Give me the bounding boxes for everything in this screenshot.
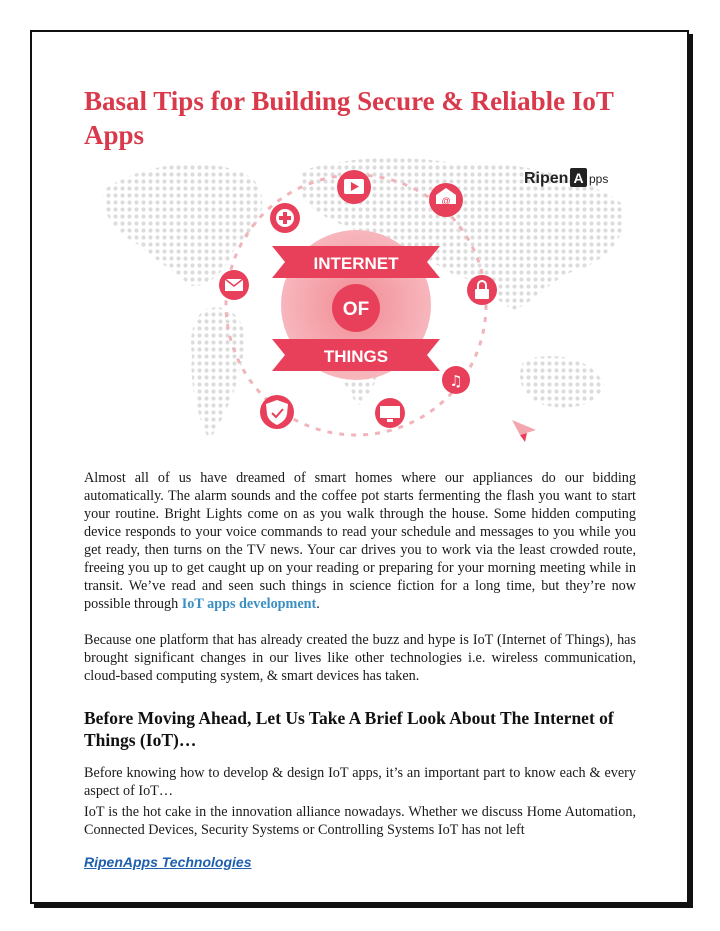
svg-text:@: @ [441, 196, 451, 206]
ripenapps-logo [524, 168, 608, 187]
iot-apps-development-link[interactable]: IoT apps development [181, 596, 317, 612]
intro-text: Almost all of us have dreamed of smart homes where our appliances do our bidding automatically. The alarm sounds and the coffee pot starts fermenting the flash you want to start your routine. Bright Lights come on as you walk through the house. Some hidden computing device responds to your voice commands to read your schedule and messages to you while you get ready, then turns on the TV news. Your car drives you to work via the least crowded route, freeing you up to get caught up on your reading or preparing for your morning meeting while in transit. We’ve read and seen such things in science fiction for a long time, but they’re now possible through [84, 470, 636, 612]
hot-cake-paragraph: IoT is the hot cake in the innovation alliance nowadays. Whether we discuss Home Automation, Connected Devices, Security Systems or Controlling Systems IoT has not left [84, 804, 636, 838]
svg-text:pps: pps [589, 172, 609, 186]
knowing-paragraph: Before knowing how to develop & design IoT apps, it’s an important part to know each & every aspect of IoT… [84, 765, 636, 799]
svg-text:♫: ♫ [449, 372, 463, 390]
music-icon [442, 366, 470, 394]
banner-internet [272, 246, 440, 278]
play-icon [337, 170, 371, 204]
iot-hero-illustration [84, 150, 636, 460]
footer-company-link[interactable]: RipenApps Technologies [84, 854, 252, 870]
lock-icon [467, 275, 497, 305]
document-title: Basal Tips for Building Secure & Reliable IoT Apps [84, 86, 614, 150]
svg-text:Ripen: Ripen [524, 170, 569, 187]
shield-icon [260, 395, 294, 429]
buzz-paragraph: Because one platform that has already created the buzz and hype is IoT (Internet of Things), has brought significant changes in our lives like other technologies i.e. wireless communication, cloud-based computing system, & smart devices has taken. [84, 632, 636, 684]
section-heading: Before Moving Ahead, Let Us Take A Brief Look About The Internet of Things (IoT)… [84, 708, 614, 750]
medical-cross-icon [270, 203, 300, 233]
paper-plane-icon [512, 420, 536, 442]
monitor-icon [375, 398, 405, 428]
intro-text-end: . [316, 596, 320, 612]
svg-text:A: A [573, 170, 584, 186]
center-word-text: OF [342, 299, 370, 320]
intro-paragraph [84, 469, 636, 613]
of-badge [332, 284, 380, 332]
banner-bottom-text: THINGS [323, 347, 389, 366]
at-icon [429, 183, 463, 217]
banner-top-text: INTERNET [313, 254, 399, 273]
banner-things [272, 339, 440, 371]
mail-icon [219, 270, 249, 300]
